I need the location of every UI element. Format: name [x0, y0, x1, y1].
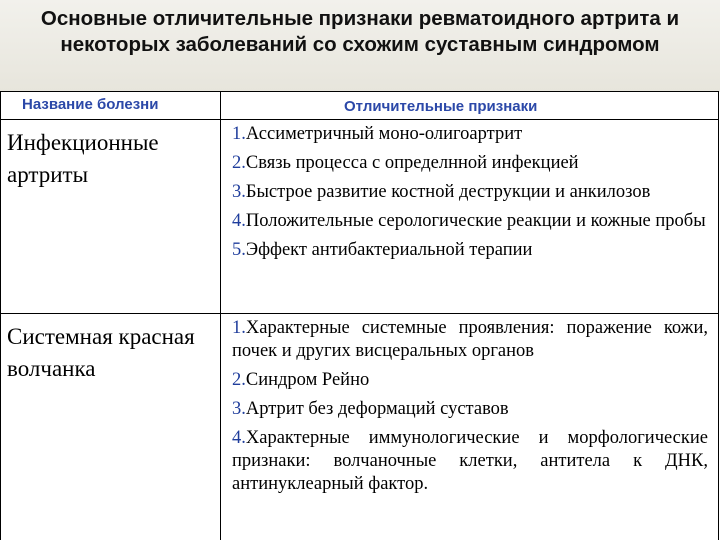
disease-infectious-arthritis: Инфекционные артриты: [7, 130, 159, 187]
comparison-table: [0, 91, 719, 540]
feature-item: 3.Быстрое развитие костной деструкции и анкилозов: [232, 182, 651, 202]
row-divider: [1, 313, 718, 314]
header-row-divider: [1, 119, 718, 120]
disease-systemic-lupus: Системная красная волчанка: [7, 324, 195, 381]
feature-item: 2.Связь процесса с определнной инфекцией: [232, 153, 579, 173]
feature-item: 5.Эффект антибактериальной терапии: [232, 240, 533, 260]
feature-item: 1.Ассиметричный моно-олигоартрит: [232, 124, 523, 144]
feature-item: 4.Положительные серологические реакции и кожные пробы: [232, 211, 706, 231]
column-divider: [220, 92, 221, 540]
feature-item: 2.Синдром Рейно: [232, 370, 370, 390]
feature-item: 1.Характерные системные проявления: поражение кожи, почек и других висцеральных органов: [232, 318, 708, 361]
feature-item: 3.Артрит без деформаций суставов: [232, 399, 509, 419]
slide-title: Основные отличительные признаки ревматоидного артрита и некоторых заболеваний со схожим суставным синдромом: [40, 7, 680, 56]
feature-item: 4.Характерные иммунологические и морфологические признаки: волчаночные клетки, антитела к ДНК, антинуклеарный фактор.: [232, 428, 708, 494]
features-systemic-lupus: [232, 317, 708, 496]
header-distinctive-features: Отличительные признаки: [344, 98, 538, 115]
features-infectious-arthritis: [232, 123, 708, 262]
header-disease-name: Название болезни: [22, 96, 159, 113]
slide-header: [0, 0, 720, 92]
